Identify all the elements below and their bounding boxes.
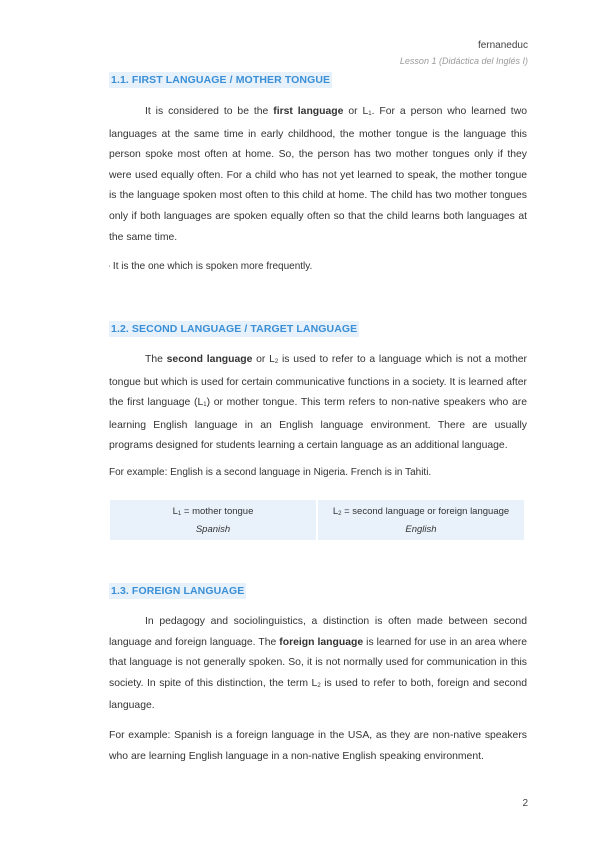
term-second-language: second language [166,354,253,365]
table-cell-l1-value: Spanish [195,523,231,535]
section-heading-second-language: 1.2. SECOND LANGUAGE / TARGET LANGUAGE [111,323,358,335]
header-author: fernaneduc [477,40,528,51]
table-cell-l1 [110,500,316,540]
table-cell-l1-label: L1 = mother tongue [172,505,254,517]
page-number: 2 [522,798,528,809]
example-second-language: For example: English is a second language in Nigeria. French is in Tahiti. [109,467,432,478]
term-first-language: first language [273,106,344,117]
section-heading-foreign-language: 1.3. FOREIGN LANGUAGE [111,585,245,597]
footnote: ' It is the one which is spoken more frequently. [109,261,313,272]
paragraph-second-language: The second language or L2 is used to refer to a language which is not a mother tongue but which is used for certain communicative functions in a society. It is learned after the first language (L1) or mother tongue. This term refers to non-native speakers who are learning English language in an English language environment. There are usually programs designed for students learning a certain language as an additional language. [109,354,527,452]
section-heading-first-language: 1.1. FIRST LANGUAGE / MOTHER TONGUE [111,74,331,86]
example-foreign-language: For example: Spanish is a foreign language in the USA, as they are non-native speakers who are learning English language in a non-native English speaking environment. [109,730,527,762]
table-cell-l2-label: L2 = second language or foreign language [332,505,510,517]
header-lesson-title: Lesson 1 (Didáctica del Inglés I) [399,56,528,66]
term-foreign-language: foreign language [279,636,364,648]
paragraph-first-language: It is considered to be the first language or L1. For a person who learned two languages at the same time in early childhood, the mother tongue is the language this person spoke most often at home. So, the person has two mother tongues only if they were used equally often. For a child who has not yet learned to speak, the mother tongue is the language spoken most often to this child at home. The child has two mother tongues only if both languages are spoken equally often so that the child learns both languages at the same time. [109,106,527,243]
language-table [110,500,524,540]
table-cell-l2 [318,500,524,540]
paragraph-foreign-language: In pedagogy and sociolinguistics, a distinction is often made between second language and foreign language. The foreign language is learned for use in an area where that language is not generally spoken. So, it is not normally used for communication in this society. In spite of this distinction, the term L2 is used to refer to both, foreign and second language. [109,616,528,712]
table-cell-l2-value: English [405,523,437,535]
